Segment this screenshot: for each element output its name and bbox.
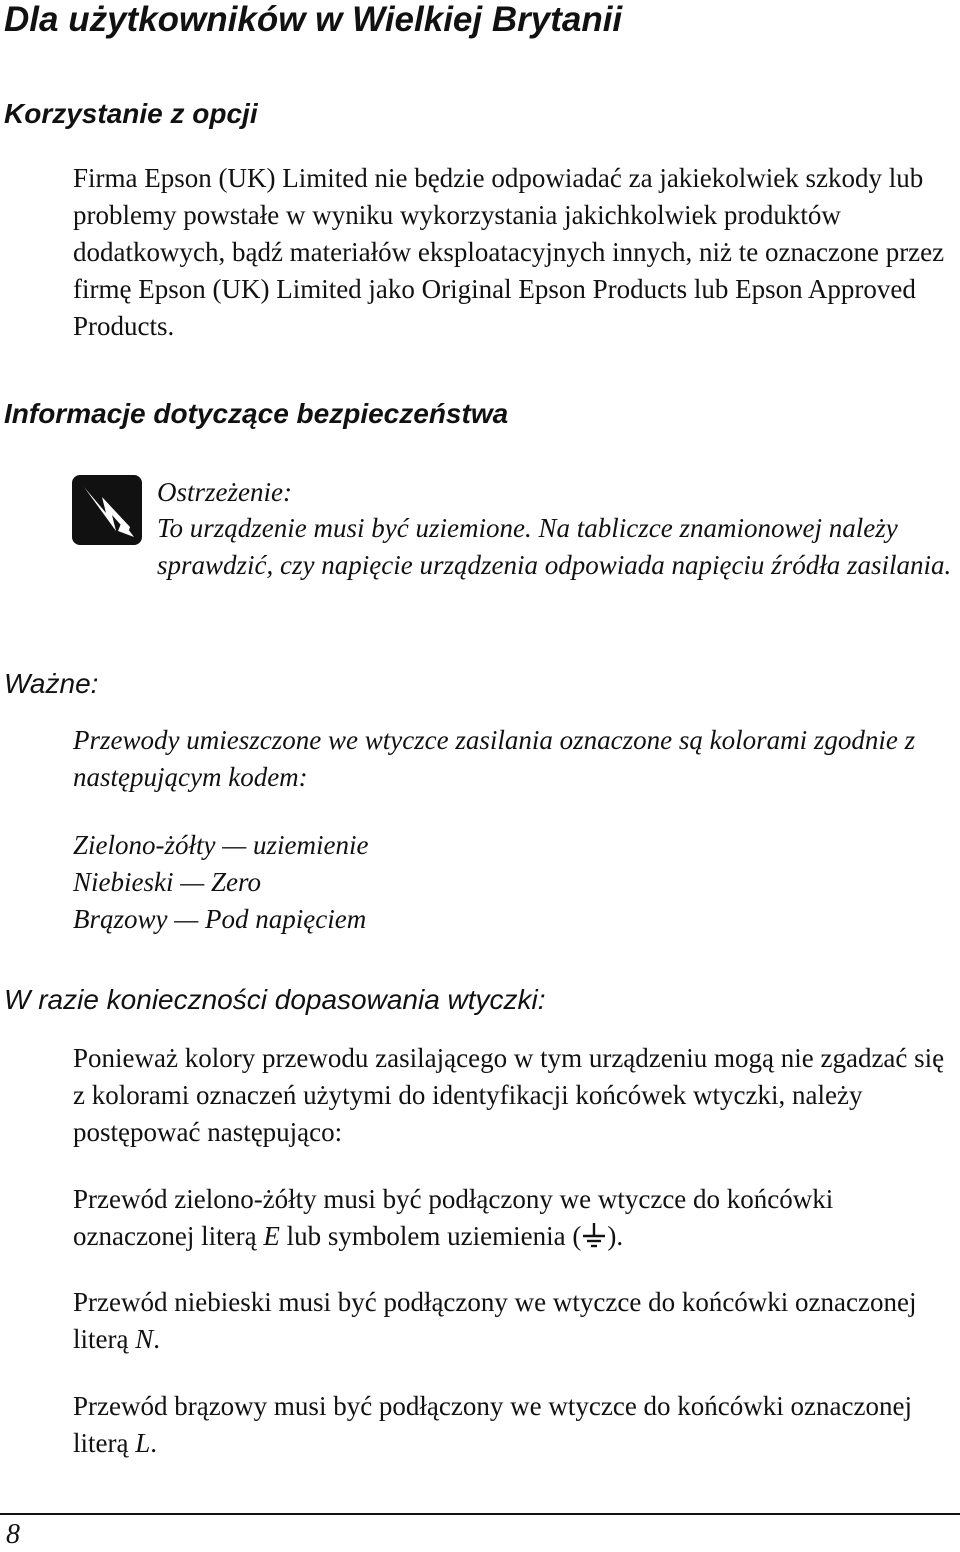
green-wire-text: Przewód zielono-żółty musi być podłączony we wtyczce do końcówki oznaczonej literą [73,1184,834,1251]
blue-wire-paragraph [73,1284,958,1358]
ground-symbol-icon [581,1222,607,1250]
green-wire-end: ). [607,1221,624,1251]
brown-wire-end: . [150,1428,157,1458]
section-heading-important: Ważne: [4,668,99,699]
footer-divider [0,1513,960,1515]
section-heading-plug: W razie konieczności dopasowania wtyczki: [4,984,546,1015]
green-wire-text-after: lub symbolem uziemienia ( [279,1221,582,1251]
warning-label: Ostrzeżenie: [157,477,292,507]
green-wire-paragraph [73,1181,958,1255]
brown-wire-paragraph [73,1388,958,1462]
color-code-green-yellow: Zielono-żółty — uziemienie [73,830,369,860]
page-number: 8 [6,1519,20,1550]
lightning-warning-icon [72,475,142,545]
section-heading-options: Korzystanie z opcji [4,98,258,129]
plug-intro-paragraph: Ponieważ kolory przewodu zasilającego w tym urządzeniu mogą nie zgadzać się z kolorami oznaczeń użytymi do identyfikacji końcówek wtyczki, należy postępować następująco: [73,1043,945,1147]
color-code-blue: Niebieski — Zero [73,867,261,897]
page-title: Dla użytkowników w Wielkiej Brytanii [4,0,623,39]
brown-wire-text: Przewód brązowy musi być podłączony we wtyczce do końcówki oznaczonej literą [73,1391,912,1458]
warning-block [157,474,957,584]
section-heading-safety: Informacje dotyczące bezpieczeństwa [4,398,509,429]
blue-wire-letter: N [135,1324,154,1354]
options-paragraph: Firma Epson (UK) Limited nie będzie odpowiadać za jakiekolwiek szkody lub problemy powstałe w wyniku wykorzystania jakichkolwiek produktów dodatkowych, bądź materiałów eksploatacyjnych innych, niż te oznaczone przez firmę Epson (UK) Limited jako Original Epson Products lub Epson Approved Products. [73,163,945,341]
warning-text: To urządzenie musi być uziemione. Na tabliczce znamionowej należy sprawdzić, czy napięcie urządzenia odpowiada napięciu źródła zasilania. [157,513,952,580]
color-code-brown: Brązowy — Pod napięciem [73,904,367,934]
wires-paragraph: Przewody umieszczone we wtyczce zasilania oznaczone są kolorami zgodnie z następującym kodem: [73,725,916,792]
brown-wire-letter: L [135,1428,151,1458]
green-wire-letter: E [263,1221,280,1251]
color-code-list [73,827,958,938]
blue-wire-text: Przewód niebieski musi być podłączony we wtyczce do końcówki oznaczonej literą [73,1287,917,1354]
blue-wire-end: . [153,1324,160,1354]
